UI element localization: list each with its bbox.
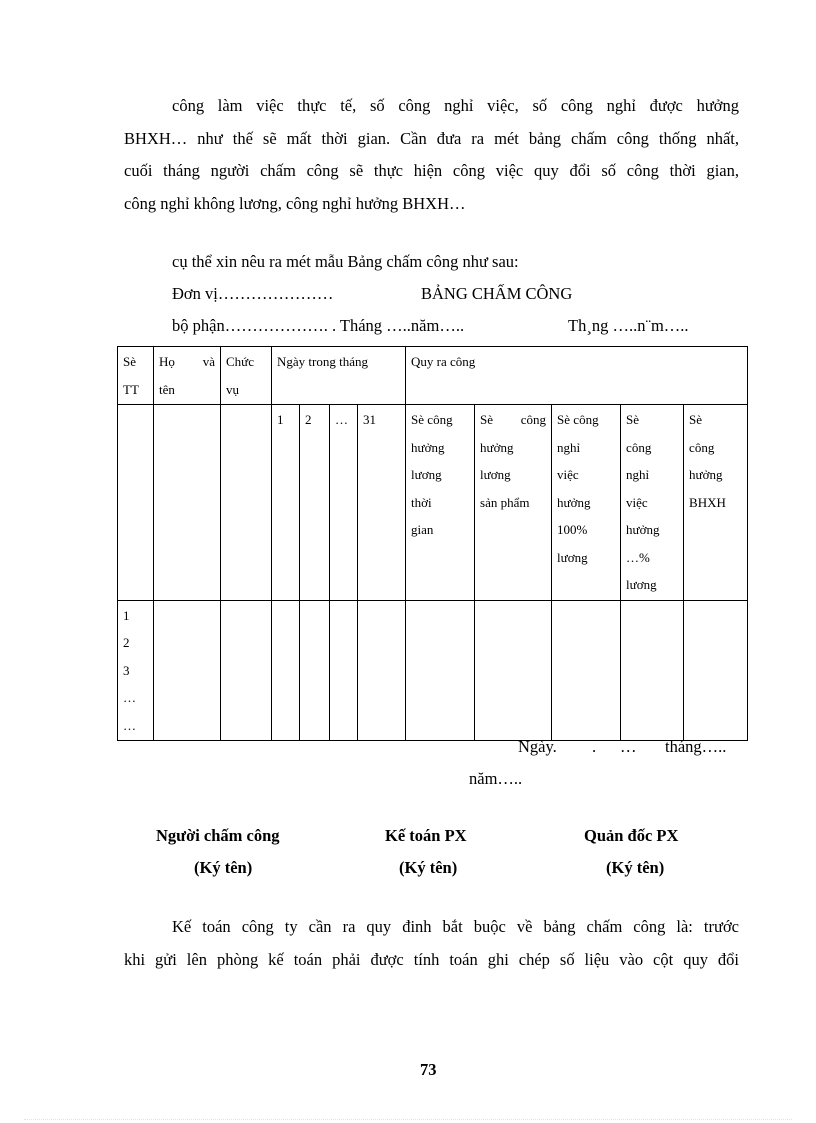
- sub-col-4-line: …%: [626, 549, 650, 565]
- page-number: 73: [420, 1060, 437, 1079]
- sub-col-bhxh: [684, 405, 748, 601]
- subheader-empty-3: [221, 405, 272, 601]
- header-stt-line-1: Sè: [123, 354, 136, 369]
- sub-col-2-line: Sè công: [480, 412, 547, 427]
- header-chuc-vu-line-1: Chức: [226, 354, 254, 369]
- intro-text: cụ thể xin nêu ra mét mẫu Bảng chấm công như sau:: [172, 252, 519, 271]
- sub-col-3-line: hưởng: [557, 494, 591, 510]
- sub-col-nghi-100: [552, 405, 621, 601]
- row-numbers: [118, 600, 154, 741]
- paragraph-1-line-4: công nghỉ không lương, công nghỉ hưởng BHXH…: [124, 193, 466, 213]
- header-stt-line-2: TT: [123, 381, 139, 397]
- row-number: …: [123, 690, 136, 705]
- row-number: …: [123, 717, 136, 733]
- paragraph-1-line-1: công làm việc thực tế, số công nghỉ việc, số công nghỉ được hưởng: [172, 96, 739, 115]
- header-quy-ra-text: Quy ra công: [411, 354, 476, 369]
- paragraph-1: [124, 90, 739, 220]
- paragraph-2-line-1: Kế toán công ty cần ra quy đinh bắt buộc về bảng chấm công là: trước: [172, 917, 739, 936]
- data-cell: [358, 600, 406, 741]
- sub-col-3-line: Sè công: [557, 412, 599, 427]
- data-cell: [684, 600, 748, 741]
- row-number: 3: [123, 662, 130, 678]
- header-chuc-vu: [221, 347, 272, 405]
- sub-col-4-line: Sè: [626, 412, 640, 427]
- day-2: 2: [300, 405, 330, 601]
- header-ho-ten: [154, 347, 221, 405]
- sub-col-3-line: 100%: [557, 522, 588, 537]
- sub-col-4-line: nghỉ: [626, 467, 650, 482]
- sub-col-2-line: lương: [480, 467, 511, 482]
- sub-col-2-line: hưởng: [480, 439, 514, 455]
- paragraph-2-line-2: khi gửi lên phòng kế toán phải được tính toán ghi chép số liệu vào cột quy đổi: [124, 949, 739, 969]
- sub-col-3-line: việc: [557, 467, 579, 482]
- header-ho-ten-line-2: tên: [159, 381, 175, 397]
- sub-col-nghi-percent: [621, 405, 684, 601]
- day-1: 1: [272, 405, 300, 601]
- sub-col-4-line: lương: [626, 577, 657, 592]
- date-ellipsis: …: [620, 737, 637, 756]
- signature-note-ke-toan: (Ký tên): [399, 858, 458, 877]
- row-number: 2: [123, 635, 130, 650]
- data-cell: [475, 600, 552, 741]
- header-stt: [118, 347, 154, 405]
- bo-phan-label: bộ phận………………. . Tháng …..năm…..: [172, 316, 465, 335]
- sub-col-5-line: Sè: [689, 412, 703, 427]
- signature-role-quan-doc: Quản đốc PX: [584, 826, 679, 845]
- signature-note-cham-cong: (Ký tên): [194, 858, 253, 877]
- sub-col-4-line: hưởng: [626, 522, 660, 537]
- signature-role-ke-toan: Kế toán PX: [385, 826, 467, 845]
- header-ngay-trong-thang: [272, 347, 406, 405]
- sub-col-5-line: BHXH: [689, 494, 726, 510]
- data-cell: [330, 600, 358, 741]
- sub-col-5-line: công: [689, 439, 715, 455]
- sub-col-4-line: công: [626, 439, 652, 455]
- paragraph-2: [124, 911, 739, 976]
- sub-col-3-line: nghỉ: [557, 439, 581, 455]
- signature-note-quan-doc: (Ký tên): [606, 858, 665, 877]
- row-number: 1: [123, 607, 130, 623]
- header-quy-ra-cong: [406, 347, 748, 405]
- subheader-empty-1: [118, 405, 154, 601]
- sub-col-1-line: lương: [411, 467, 442, 482]
- data-cell: [406, 600, 475, 741]
- day-31: 31: [358, 405, 406, 601]
- sub-col-3-line: lương: [557, 549, 588, 565]
- table-header-row: [118, 347, 748, 405]
- timesheet-table: [117, 346, 748, 741]
- date-dot: .: [592, 737, 597, 756]
- subheader-empty-2: [154, 405, 221, 601]
- table-subheader-row: [118, 405, 748, 601]
- paragraph-1-line-2: BHXH… như thế sẽ mất thời gian. Cần đưa ra mét bảng chấm công thống nhất,: [124, 128, 739, 148]
- data-cell: [552, 600, 621, 741]
- data-cell: [300, 600, 330, 741]
- data-cell: [221, 600, 272, 741]
- date-thang: tháng…..: [665, 737, 727, 756]
- header-chuc-vu-line-2: vụ: [226, 381, 239, 397]
- sub-col-5-line: hưởng: [689, 467, 723, 482]
- header-ho-ten-line-1: Họ và: [159, 354, 215, 369]
- sub-col-1-line: Sè công: [411, 412, 453, 427]
- table-data-row: [118, 600, 748, 741]
- sub-col-1-line: thời: [411, 494, 432, 510]
- sub-col-cong-thoi-gian: [406, 405, 475, 601]
- paragraph-1-line-3: cuối tháng người chấm công sẽ thực hiện công việc quy đổi số công thời gian,: [124, 161, 739, 180]
- sub-col-2-line: sản phẩm: [480, 494, 530, 510]
- don-vi-label: Đơn vị…………………: [172, 284, 334, 303]
- data-cell: [272, 600, 300, 741]
- data-cell: [154, 600, 221, 741]
- signature-role-cham-cong: Người chấm công: [156, 826, 280, 845]
- data-cell: [621, 600, 684, 741]
- day-ellipsis: …: [330, 405, 358, 601]
- date-nam: năm…..: [469, 769, 523, 788]
- header-ngay-text: Ngày trong tháng: [277, 354, 368, 369]
- sub-col-1-line: gian: [411, 522, 434, 537]
- date-ngay: Ngày.: [518, 737, 557, 756]
- sub-col-cong-san-pham: [475, 405, 552, 601]
- sub-col-4-line: việc: [626, 494, 648, 510]
- form-title: BẢNG CHẤM CÔNG: [421, 284, 573, 303]
- footer-divider: [24, 1119, 792, 1120]
- sub-col-1-line: hưởng: [411, 439, 445, 455]
- thang-nam-label: Th¸ng …..n¨m…..: [568, 316, 689, 335]
